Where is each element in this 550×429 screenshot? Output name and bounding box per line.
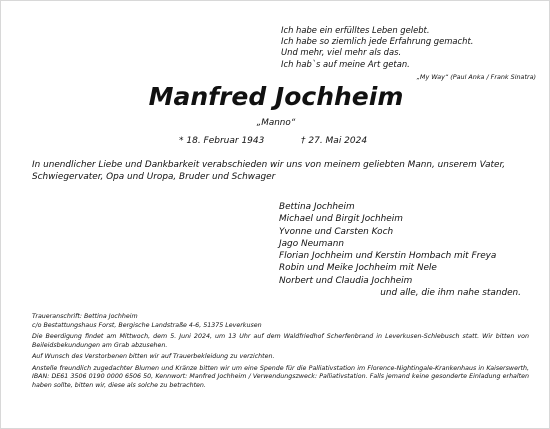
address-line: Traueranschrift: Bettina Jochheim <box>32 313 138 320</box>
mourner: Bettina Jochheim <box>279 202 355 212</box>
deceased-name: Manfred Jochheim <box>148 82 404 111</box>
quote-line: Und mehr, viel mehr als das. <box>281 47 402 58</box>
mourner: Jago Neumann <box>279 238 344 249</box>
birth-date: * 18. Februar 1943 <box>179 136 265 146</box>
mourner: Robin und Meike Jochheim mit Nele <box>279 263 437 274</box>
quote-block <box>281 25 536 83</box>
quote-line: Ich hab`s auf meine Art getan. <box>281 58 410 69</box>
deceased-nickname: „Manno“ <box>256 118 296 128</box>
mourner: Norbert und Claudia Jochheim <box>279 275 413 286</box>
quote-line: Ich habe so ziemlich jede Erfahrung gemacht. <box>281 36 474 47</box>
quote-source: „My Way“ (Paul Anka / Frank Sinatra) <box>416 72 536 81</box>
intro-text: In unendlicher Liebe und Dankbarkeit verabschieden wir uns von meinem geliebten Mann, unserem Vater, Schwiegervater, Opa und Uropa, Bruder und Schwager <box>32 160 506 183</box>
mourner: Yvonne und Carsten Koch <box>279 226 394 237</box>
quote-line: Ich habe ein erfülltes Leben gelebt. <box>281 25 430 35</box>
notes-block <box>32 313 529 393</box>
mourner: Michael und Birgit Jochheim <box>279 214 403 225</box>
clothing-note: Auf Wunsch des Verstorbenen bitten wir auf Trauerbekleidung zu verzichten. <box>32 353 275 361</box>
mourner: Florian Jochheim und Kerstin Hombach mit Freya <box>279 251 497 262</box>
funeral-note: Die Beerdigung findet am Mittwoch, dem 5. Juni 2024, um 13 Uhr auf dem Waldfriedhof Scherfenbrand in Leverkusen-Schlebusch statt. Wir bitten von Beileidsbekundungen am Grab abzusehen. <box>32 333 529 349</box>
mourners-closing: und alle, die ihm nahe standen. <box>380 288 521 299</box>
donation-note: Anstelle freundlich zugedachter Blumen und Kränze bitten wir um eine Spende für die Palliativstation im Florence-Nightingale-Krankenhaus in Kaiserswerth, IBAN: DE61 3506 0190 0000 6506 50, Kennwort: Manfred Jochheim / Verwendungszweck: Palliativstation. Falls jemand keine gesonderte Einladung erhalten haben sollte, bitten wir, diese als solche zu betrachten. <box>32 364 529 389</box>
life-dates <box>179 136 379 146</box>
mourners-list <box>279 201 521 299</box>
address-line: c/o Bestattungshaus Forst, Bergische Landstraße 4-6, 51375 Leverkusen <box>32 321 262 329</box>
death-date: † 27. Mai 2024 <box>301 136 368 146</box>
